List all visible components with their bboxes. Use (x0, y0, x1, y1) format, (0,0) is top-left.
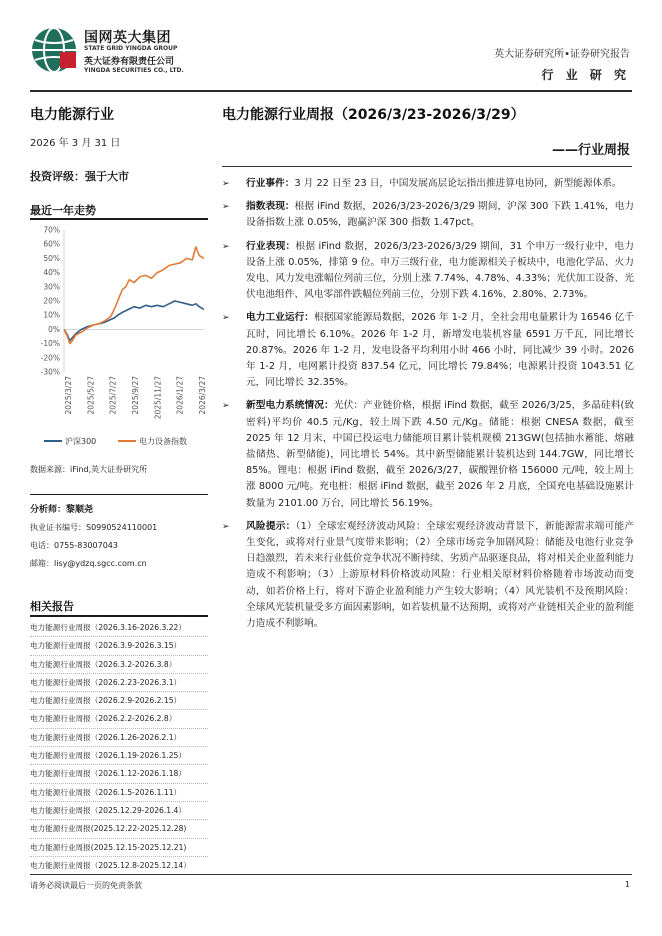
y-tick-label: 0% (48, 324, 60, 334)
trend-section-title: 最近一年走势 (30, 204, 96, 217)
paragraph-text: 根据国家能源局数据，2026 年 1-2 月，全社会用电量累计为 16546 亿千瓦时，同比增长 6.10%。2026 年 1-2 月，新增发电装机容量 6591 万千瓦，同比增长 20.87%。2026 年 1-2 月，发电设备平均利用小时 466 小时，同比减少 39 小时。2026 年 1-2 月，电网累计投资 837.54 亿元，同比增长 79.84%；电源累计投资 1043.51 亿元，同比增长 32.35%。 (246, 312, 634, 389)
trend-section-divider (30, 218, 208, 220)
page-number: 1 (624, 880, 630, 889)
paragraph-text: 根据 iFind 数据，2026/3/23-2026/3/29 期间，31 个申万一级行业中，电力设备上涨 0.05%，排第 9 位。申万三级行业，电力能源相关子板块中，电池化学品、火力发电、风力发电涨幅位列前三位，分别上涨 7.74%、4.78%、4.33%；光伏加工设备、光伏电池组件、风电零部件跌幅位列前三位，分别下跌 4.16%、2.80%、2.73%。 (246, 240, 634, 301)
logo-group-name-en: STATE GRID YINGDA GROUP (84, 45, 178, 52)
related-reports-list (30, 619, 208, 875)
header-divider (30, 90, 632, 92)
industry-name: 电力能源行业 (30, 107, 114, 123)
x-tick-label: 2025/5/27 (86, 376, 96, 415)
paragraph-heading: 行业表现： (246, 240, 296, 252)
institute-label: 英大证券研究所•证券研究报告 (494, 49, 630, 60)
analyst-cert-number: 执业证书编号：S0990524110001 (30, 523, 158, 532)
investment-rating: 投资评级：强于大市 (30, 170, 129, 183)
related-report-item[interactable]: 电力能源行业周报（2026.1.19-2026.1.25） (30, 747, 208, 765)
footer-divider (30, 874, 632, 875)
legend-label: 电力设备指数 (139, 437, 187, 446)
summary-paragraph (222, 519, 634, 632)
bullet-arrow-icon: ➢ (222, 241, 230, 252)
analyst-email[interactable]: 邮箱：lisy@ydzq.sgcc.com.cn (30, 559, 147, 568)
related-report-item[interactable]: 电力能源行业周报(2025.12.15-2025.12.21) (30, 839, 208, 857)
report-date: 2026 年 3 月 31 日 (30, 138, 121, 149)
y-tick-label: -20% (40, 353, 60, 363)
related-report-item[interactable]: 电力能源行业周报(2025.12.22-2025.12.28) (30, 820, 208, 838)
title-divider (222, 166, 632, 167)
report-title: 电力能源行业周报（2026/3/23-2026/3/29） (222, 107, 525, 123)
bullet-arrow-icon: ➢ (222, 521, 230, 532)
paragraph-text: 光伏：产业链价格，根据 iFind 数据，截至 2026/3/25，多晶硅料(致密料)平均价 40.5 元/Kg，较上周下跌 4.50 元/Kg。储能：根据 CNESA 数据，截至 2025 年 12 月末，中国已投运电力储能项目累计装机规模 213GW(包括抽水蓄能、熔融盐储热、新型储能)，同比增长 54%。其中新型储能累计装机达到 144.7GW，同比增长 85%。锂电：根据 iFind 数据，截至 2026/3/27，碳酸锂价格 156000 元/吨，较上周上涨 8000 元/吨。充电桩：根据 iFind 数据，截至 2026 年 2 月底，全国充电基础设施累计数量为 2101.00 万台，同比增长 56.19%。 (246, 400, 635, 509)
related-report-item[interactable]: 电力能源行业周报（2026.2.23-2026.3.1） (30, 674, 208, 692)
x-tick-label: 2026/3/27 (198, 376, 207, 415)
paragraph-heading: 新型电力系统情况： (246, 400, 334, 412)
series-line-0 (64, 301, 204, 341)
bullet-arrow-icon: ➢ (222, 202, 230, 213)
summary-paragraph (222, 398, 634, 511)
bullet-arrow-icon: ➢ (222, 179, 230, 189)
analyst-name: 分析师：黎顺尧 (30, 505, 94, 515)
paragraph-heading: 行业事件： (246, 178, 295, 189)
data-source-note: 数据来源：iFind,英大证券研究所 (30, 465, 148, 474)
y-tick-label: 10% (43, 310, 60, 320)
bullet-arrow-icon: ➢ (222, 313, 230, 324)
state-grid-globe-icon (30, 26, 78, 74)
logo-company-name-en: YINGDA SECURITIES CO., LTD. (84, 67, 184, 74)
analyst-phone: 电话：0755-83007043 (30, 541, 118, 550)
y-tick-label: 20% (43, 296, 60, 306)
summary-paragraph (222, 176, 634, 192)
logo-company-name: 英大证券有限责任公司 (84, 57, 175, 67)
related-report-item[interactable]: 电力能源行业周报（2026.3.9-2026.3.15） (30, 637, 208, 655)
y-tick-label: 40% (43, 268, 60, 278)
paragraph-text: （1）全球宏观经济波动风险：全球宏观经济波动背景下，新能源需求端可能产生变化，或将对行业景气度带来影响；（2）全球市场竞争加剧风险：储能及电池行业竞争日趋激烈，若未来行业低价竞争状况不断持续、劣质产品驱逐良品，将对相关企业盈利能力造成不利影响；（3）上游原材料价格波动风险：行业相关原材料价格随着市场波动而变动，如若价格上行，将对下游企业盈利能力产生较大影响；（4）风光装机不及预期风险：全球风光装机量受多方面因素影响，如若装机量不达预期，或将对产业链相关企业的盈利能力造成不利影响。 (246, 520, 635, 630)
related-report-item[interactable]: 电力能源行业周报（2026.1.5-2026.1.11） (30, 784, 208, 802)
y-tick-label: 60% (43, 239, 60, 249)
report-summary-body (222, 176, 634, 639)
summary-paragraph (222, 310, 634, 391)
related-reports-divider (30, 615, 208, 617)
paragraph-heading: 风险提示： (246, 520, 296, 532)
logo-group-name: 国网英大集团 (84, 30, 171, 46)
summary-paragraph (222, 239, 634, 304)
paragraph-text: 根据 iFind 数据，2026/3/23-2026/3/29 期间，沪深 300 下跌 1.41%，电力设备指数上涨 0.05%，跑赢沪深 300 指数 1.47pct。 (246, 201, 634, 229)
x-tick-label: 2026/1/27 (175, 376, 185, 415)
related-report-item[interactable]: 电力能源行业周报（2026.2.2-2026.2.8） (30, 710, 208, 728)
y-tick-label: 50% (43, 253, 60, 263)
related-report-item[interactable]: 电力能源行业周报（2026.3.2-2026.3.8） (30, 656, 208, 674)
related-report-item[interactable]: 电力能源行业周报（2026.1.12-2026.1.18） (30, 765, 208, 783)
report-type-label: 行 业 研 究 (541, 68, 630, 82)
paragraph-heading: 指数表现： (246, 201, 295, 213)
company-logo (30, 24, 210, 80)
x-tick-label: 2025/9/27 (131, 376, 140, 415)
legend-label: 沪深300 (65, 437, 97, 446)
report-subtitle: ——行业周报 (551, 143, 630, 158)
paragraph-text: 3 月 22 日至 23 日，中国发展高层论坛指出推进算电协同，新型能源体系。 (294, 178, 622, 189)
related-report-item[interactable]: 电力能源行业周报（2025.12.8-2025.12.14） (30, 857, 208, 875)
trend-line-chart (30, 222, 208, 454)
related-reports-title: 相关报告 (30, 600, 74, 613)
analyst-divider (30, 494, 208, 495)
y-tick-label: -10% (40, 339, 60, 349)
footer-disclaimer[interactable]: 请务必阅读最后一页的免责条款 (30, 881, 142, 890)
paragraph-heading: 电力工业运行： (246, 312, 315, 324)
y-tick-label: 70% (43, 225, 60, 235)
related-report-item[interactable]: 电力能源行业周报（2026.3.16-2026.3.22） (30, 619, 208, 637)
bullet-arrow-icon: ➢ (222, 401, 230, 412)
x-tick-label: 2025/7/27 (108, 376, 118, 415)
y-tick-label: 30% (43, 282, 60, 292)
x-tick-label: 2025/11/27 (153, 376, 163, 420)
x-tick-label: 2025/3/27 (64, 376, 73, 415)
related-report-item[interactable]: 电力能源行业周报（2026.1.26-2026.2.1） (30, 729, 208, 747)
related-report-item[interactable]: 电力能源行业周报（2025.12.29-2026.1.4） (30, 802, 208, 820)
summary-paragraph (222, 199, 634, 231)
y-tick-label: -30% (40, 367, 60, 377)
related-report-item[interactable]: 电力能源行业周报（2026.2.9-2026.2.15） (30, 692, 208, 710)
